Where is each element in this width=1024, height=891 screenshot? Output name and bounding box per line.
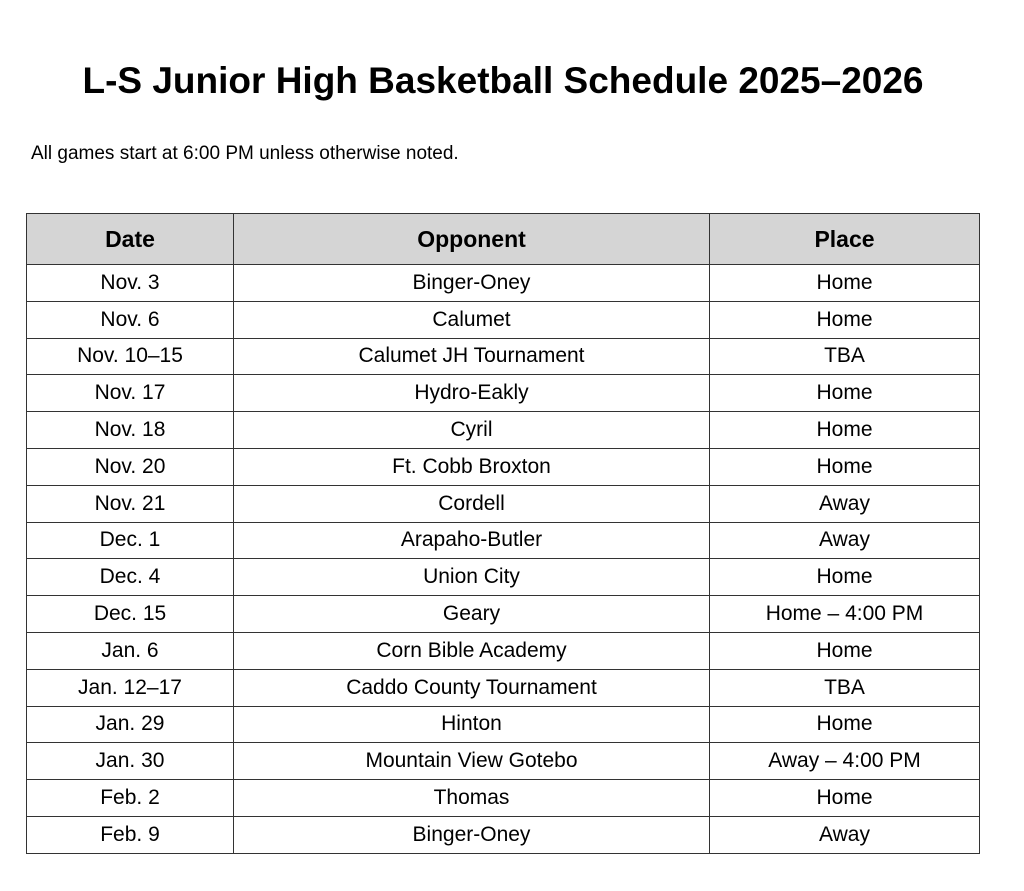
place-cell: Home [710,706,980,743]
header-row [27,214,980,265]
place-cell: TBA [710,669,980,706]
date-cell: Nov. 10–15 [27,338,234,375]
table-row [27,412,980,449]
table-row [27,743,980,780]
opponent-cell: Ft. Cobb Broxton [234,448,710,485]
table-row [27,632,980,669]
table-row [27,780,980,817]
table-row [27,522,980,559]
date-cell: Nov. 21 [27,485,234,522]
place-cell: Home – 4:00 PM [710,596,980,633]
opponent-cell: Thomas [234,780,710,817]
place-cell: TBA [710,338,980,375]
place-cell: Home [710,780,980,817]
place-cell: Home [710,448,980,485]
date-cell: Dec. 4 [27,559,234,596]
table-row [27,559,980,596]
place-cell: Home [710,559,980,596]
opponent-cell: Cordell [234,485,710,522]
date-cell: Dec. 1 [27,522,234,559]
schedule-table-header [27,214,980,265]
date-cell: Jan. 6 [27,632,234,669]
place-cell: Home [710,301,980,338]
table-row [27,816,980,853]
page-title: L-S Junior High Basketball Schedule 2025–2026 [82,60,924,101]
place-cell: Away [710,816,980,853]
start-time-note: All games start at 6:00 PM unless otherwise noted. [31,143,459,164]
opponent-cell: Union City [234,559,710,596]
opponent-cell: Binger-Oney [234,265,710,302]
header-opponent: Opponent [234,214,710,265]
table-row [27,301,980,338]
place-cell: Home [710,412,980,449]
opponent-cell: Binger-Oney [234,816,710,853]
place-cell: Away [710,485,980,522]
place-cell: Home [710,632,980,669]
date-cell: Jan. 29 [27,706,234,743]
date-cell: Nov. 20 [27,448,234,485]
table-row [27,706,980,743]
date-cell: Nov. 18 [27,412,234,449]
table-row [27,596,980,633]
table-row [27,375,980,412]
schedule-table-body [27,265,980,854]
opponent-cell: Calumet [234,301,710,338]
table-row [27,669,980,706]
opponent-cell: Hinton [234,706,710,743]
opponent-cell: Calumet JH Tournament [234,338,710,375]
opponent-cell: Caddo County Tournament [234,669,710,706]
opponent-cell: Cyril [234,412,710,449]
date-cell: Nov. 17 [27,375,234,412]
table-row [27,485,980,522]
date-cell: Nov. 3 [27,265,234,302]
opponent-cell: Mountain View Gotebo [234,743,710,780]
place-cell: Away [710,522,980,559]
date-cell: Feb. 2 [27,780,234,817]
table-row [27,448,980,485]
opponent-cell: Geary [234,596,710,633]
date-cell: Feb. 9 [27,816,234,853]
opponent-cell: Hydro-Eakly [234,375,710,412]
date-cell: Jan. 12–17 [27,669,234,706]
date-cell: Nov. 6 [27,301,234,338]
header-place: Place [710,214,980,265]
place-cell: Home [710,265,980,302]
table-row [27,338,980,375]
table-row [27,265,980,302]
date-cell: Jan. 30 [27,743,234,780]
header-date: Date [27,214,234,265]
opponent-cell: Corn Bible Academy [234,632,710,669]
schedule-table [26,213,980,854]
place-cell: Home [710,375,980,412]
opponent-cell: Arapaho-Butler [234,522,710,559]
date-cell: Dec. 15 [27,596,234,633]
place-cell: Away – 4:00 PM [710,743,980,780]
